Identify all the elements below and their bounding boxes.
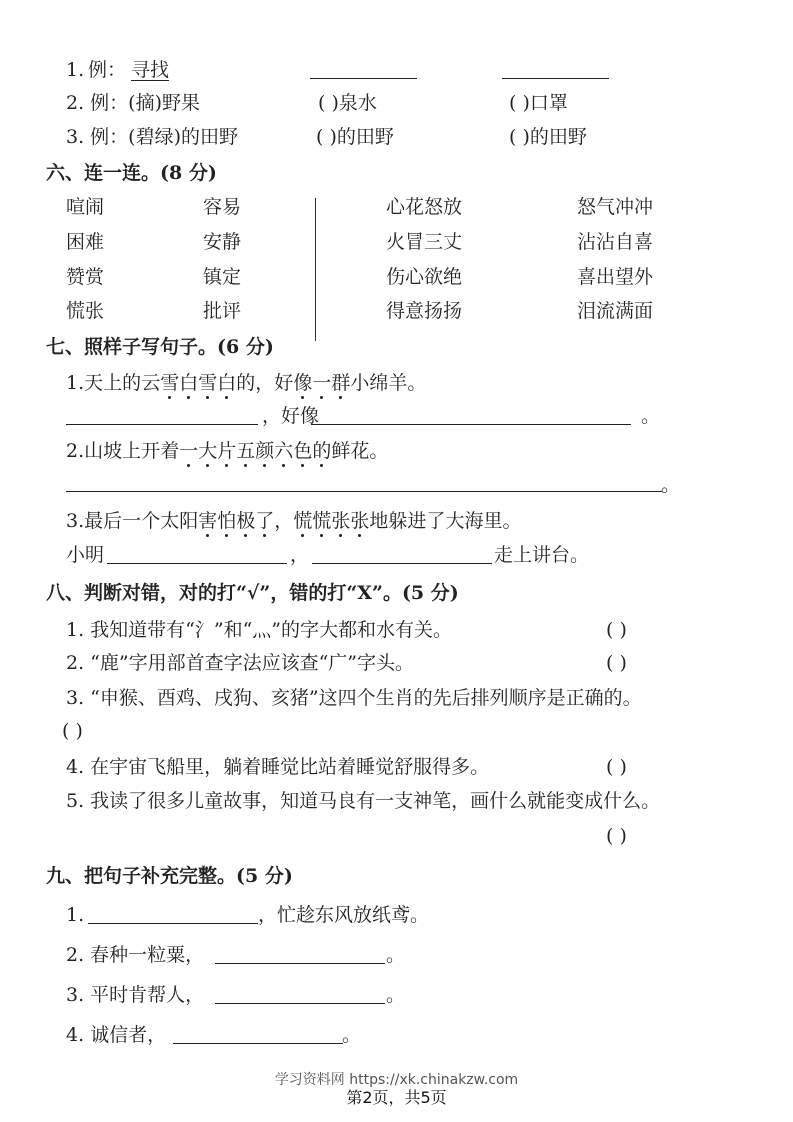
sentence-char: 后 xyxy=(103,510,123,532)
s6-left-b-word[interactable]: 镇定 xyxy=(203,266,242,288)
sentence-char: . xyxy=(78,440,85,462)
s6-left-b-word[interactable]: 批评 xyxy=(203,300,242,322)
sentence-char: 上 xyxy=(122,440,142,462)
s5-row1-answer-blank-1[interactable] xyxy=(310,78,417,79)
sentence-char: 花 xyxy=(350,440,370,462)
sentence-char: 云 xyxy=(141,372,161,394)
s6-right-a-idiom[interactable]: 火冒三丈 xyxy=(386,231,463,253)
sentence-char: 张 xyxy=(331,510,351,532)
s5-row1-number: 1. xyxy=(66,59,85,81)
s8-statement: 1. 我知道带有“氵”和“灬”的字大都和水有关。 xyxy=(66,619,453,641)
sentence-char: 一 xyxy=(179,440,199,462)
sentence-char: 大 xyxy=(445,510,465,532)
s7-q1-end-period: 。 xyxy=(641,405,661,427)
s7-q3-blank-1[interactable] xyxy=(107,563,287,564)
s6-divider-line xyxy=(315,198,316,341)
sentence-char: 的 xyxy=(236,372,256,394)
sentence-char: 最 xyxy=(84,510,104,532)
sentence-char: 一 xyxy=(122,510,142,532)
s6-left-a-word[interactable]: 困难 xyxy=(66,231,105,253)
s9-q1-end-text: ，忙趁东风放纸鸢。 xyxy=(258,904,430,926)
sentence-char: 天 xyxy=(84,372,104,394)
s7-q1-blank-1[interactable] xyxy=(66,424,258,425)
s8-answer-parens[interactable]: ( ) xyxy=(62,720,83,742)
sentence-char: 2 xyxy=(66,440,79,462)
s7-q1-sentence xyxy=(66,374,426,393)
sentence-char: ， xyxy=(274,510,294,532)
sentence-char: 太 xyxy=(160,510,180,532)
s9-q3-start-text: 3. 平时肯帮人， xyxy=(66,984,205,1006)
sentence-char: 五 xyxy=(236,440,256,462)
s6-right-a-idiom[interactable]: 心花怒放 xyxy=(386,196,463,218)
sentence-char: 着 xyxy=(160,440,180,462)
sentence-char: 六 xyxy=(274,440,294,462)
sentence-char: 像 xyxy=(293,372,313,394)
s6-right-b-idiom[interactable]: 沾沾自喜 xyxy=(577,231,654,253)
s9-q2-blank[interactable] xyxy=(215,963,385,964)
s6-heading: 六、连一连。(8 分) xyxy=(46,162,217,184)
sentence-char: 3 xyxy=(66,510,79,532)
sentence-char: 了 xyxy=(255,510,275,532)
sentence-char: 地 xyxy=(369,510,389,532)
sentence-char: 鲜 xyxy=(331,440,351,462)
s6-left-b-word[interactable]: 容易 xyxy=(203,196,242,218)
s5-row1-example-label: 例： xyxy=(88,59,127,81)
s9-q1-number: 1. xyxy=(66,904,85,926)
sentence-char: 绵 xyxy=(369,372,389,394)
s6-right-a-idiom[interactable]: 得意扬扬 xyxy=(386,300,463,322)
s5-row3-blank-b[interactable]: ( )的田野 xyxy=(316,126,394,148)
s7-q3-middle-comma: ， xyxy=(290,544,310,566)
sentence-char: 好 xyxy=(274,372,294,394)
s5-row2-blank-b[interactable]: ( )泉水 xyxy=(318,92,377,114)
sentence-char: 。 xyxy=(502,510,522,532)
s9-heading: 九、把句子补充完整。(5 分) xyxy=(46,865,293,887)
sentence-char: 白 xyxy=(217,372,237,394)
s7-q3-end-text: 走上讲台。 xyxy=(494,544,590,566)
sentence-char: 大 xyxy=(198,440,218,462)
s9-q3-end-period: 。 xyxy=(386,984,406,1006)
s8-statement: 4. 在宇宙飞船里，躺着睡觉比站着睡觉舒服得多。 xyxy=(66,756,490,778)
s7-q3-sentence xyxy=(66,512,522,531)
s8-answer-parens[interactable]: ( ) xyxy=(606,756,627,778)
s8-statement: 5. 我读了很多儿童故事，知道马良有一支神笔，画什么就能变成什么。 xyxy=(66,790,661,812)
sentence-char: 的 xyxy=(312,440,332,462)
sentence-char: 阳 xyxy=(179,510,199,532)
s5-row3-example: 3. 例：(碧绿)的田野 xyxy=(66,126,238,148)
sentence-char: 个 xyxy=(141,510,161,532)
sentence-char: 怕 xyxy=(217,510,237,532)
sentence-char: 。 xyxy=(407,372,427,394)
s7-q1-middle-text: ，好像 xyxy=(262,405,320,427)
s5-row2-blank-c[interactable]: ( )口罩 xyxy=(509,92,568,114)
s5-row2-example: 2. 例：(摘)野果 xyxy=(66,92,200,114)
s6-right-b-idiom[interactable]: 怒气冲冲 xyxy=(577,196,654,218)
sentence-char: 慌 xyxy=(312,510,332,532)
s6-right-b-idiom[interactable]: 泪流满面 xyxy=(577,300,654,322)
s7-q2-end-period: 。 xyxy=(661,474,681,496)
sentence-char: 颜 xyxy=(255,440,275,462)
sentence-char: 坡 xyxy=(103,440,123,462)
s5-row1-example-word: 寻找 xyxy=(131,59,170,81)
sentence-char: 片 xyxy=(217,440,237,462)
s5-row3-blank-c[interactable]: ( )的田野 xyxy=(509,126,587,148)
sentence-char: 上 xyxy=(103,372,123,394)
s7-q3-blank-2[interactable] xyxy=(312,563,492,564)
sentence-char: 海 xyxy=(464,510,484,532)
s9-q1-blank[interactable] xyxy=(88,923,258,924)
s8-answer-parens[interactable]: ( ) xyxy=(606,652,627,674)
s7-q2-sentence xyxy=(66,442,388,461)
s9-q4-start-text: 4. 诚信者， xyxy=(66,1024,167,1046)
sentence-char: 雪 xyxy=(160,372,180,394)
sentence-char: 1 xyxy=(66,372,79,394)
sentence-char: 张 xyxy=(350,510,370,532)
s7-heading: 七、照样子写句子。(6 分) xyxy=(46,336,274,358)
sentence-char: 了 xyxy=(426,510,446,532)
s9-q2-start-text: 2. 春种一粒粟， xyxy=(66,944,205,966)
s8-answer-parens[interactable]: ( ) xyxy=(606,825,627,847)
sentence-char: 雪 xyxy=(198,372,218,394)
s6-left-a-word[interactable]: 慌张 xyxy=(66,300,105,322)
s9-q4-blank[interactable] xyxy=(173,1043,343,1044)
s6-right-a-idiom[interactable]: 伤心欲绝 xyxy=(386,266,463,288)
sentence-char: . xyxy=(78,510,85,532)
s6-left-a-word[interactable]: 赞赏 xyxy=(66,266,105,288)
sentence-char: 色 xyxy=(293,440,313,462)
sentence-char: 慌 xyxy=(293,510,313,532)
sentence-char: 的 xyxy=(122,372,142,394)
footer-site-watermark: 学习资料网 https://xk.chinakzw.com xyxy=(274,1072,519,1088)
s7-q2-blank[interactable] xyxy=(66,491,662,492)
s8-heading: 八、判断对错，对的打“√”，错的打“X”。(5 分) xyxy=(46,582,459,604)
sentence-char: 里 xyxy=(483,510,503,532)
s6-left-b-word[interactable]: 安静 xyxy=(203,231,242,253)
sentence-char: 害 xyxy=(198,510,218,532)
sentence-char: 山 xyxy=(84,440,104,462)
s8-statement: 3. “申猴、酉鸡、戌狗、亥猪”这四个生肖的先后排列顺序是正确的。 xyxy=(66,687,642,709)
sentence-char: 小 xyxy=(350,372,370,394)
sentence-char: 一 xyxy=(312,372,332,394)
sentence-char: 群 xyxy=(331,372,351,394)
s6-left-a-word[interactable]: 喧闹 xyxy=(66,196,105,218)
s9-q2-end-period: 。 xyxy=(386,944,406,966)
sentence-char: 极 xyxy=(236,510,256,532)
sentence-char: 躲 xyxy=(388,510,408,532)
s7-q3-start-text: 小明 xyxy=(66,544,105,566)
sentence-char: 开 xyxy=(141,440,161,462)
sentence-char: 白 xyxy=(179,372,199,394)
s5-row1-answer-blank-2[interactable] xyxy=(502,78,609,79)
s6-right-b-idiom[interactable]: 喜出望外 xyxy=(577,266,654,288)
s9-q3-blank[interactable] xyxy=(215,1003,385,1004)
sentence-char: 。 xyxy=(369,440,389,462)
s8-statement: 2. “鹿”字用部首查字法应该查“广”字头。 xyxy=(66,652,415,674)
sentence-char: ， xyxy=(255,372,275,394)
s7-q1-blank-2[interactable] xyxy=(311,424,631,425)
footer-page-number: 第2页，共5页 xyxy=(346,1088,447,1107)
sentence-char: . xyxy=(78,372,85,394)
sentence-char: 进 xyxy=(407,510,427,532)
s8-answer-parens[interactable]: ( ) xyxy=(606,619,627,641)
sentence-char: 羊 xyxy=(388,372,408,394)
s9-q4-end-period: 。 xyxy=(342,1024,362,1046)
